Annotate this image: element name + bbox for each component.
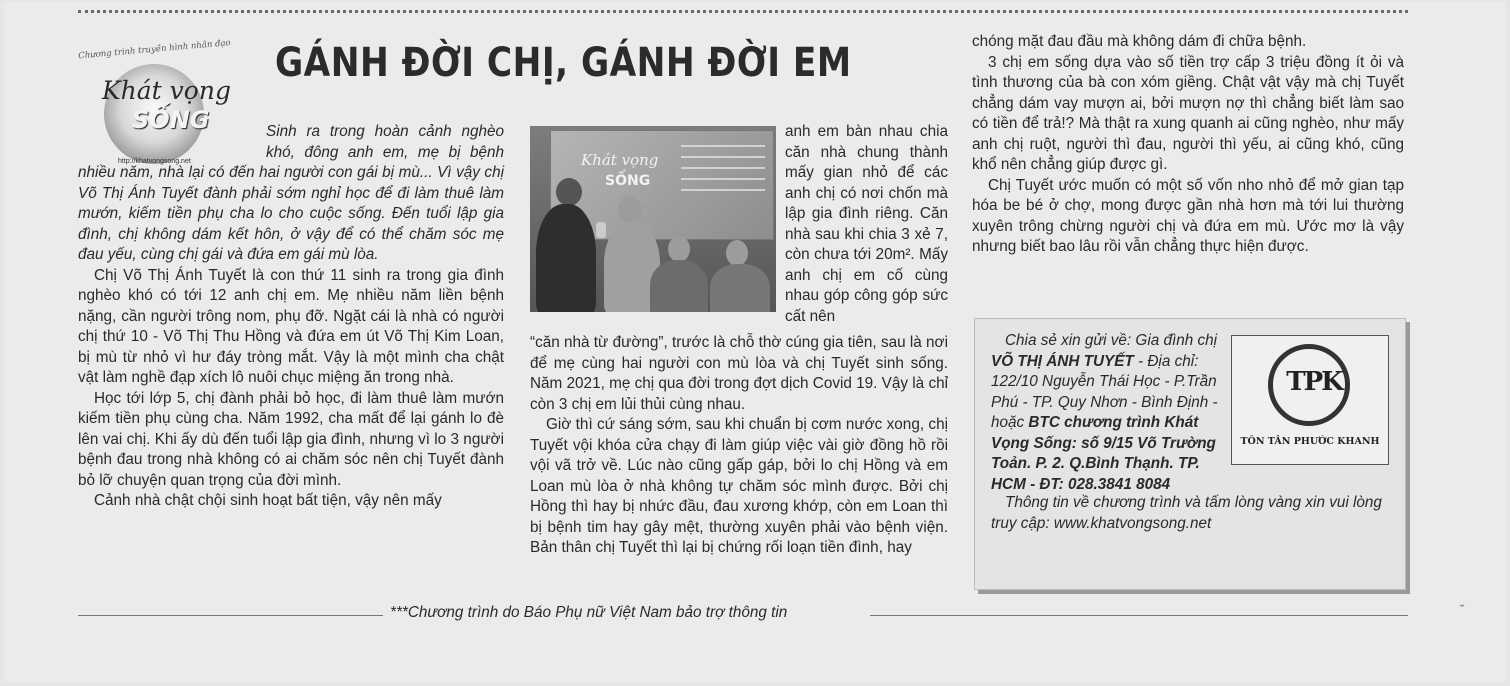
contact-details — [991, 331, 1227, 495]
person-3 — [650, 260, 708, 312]
paragraph-3-continued: anh em bàn nhau chia căn nhà chung thành mấy gian nhỏ để các anh chị có nơi chốn mà lập gia đình riêng. Căn nhà sau khi chia 3 xẻ 7, còn chưa tới 20m². Mấy anh chị em cố cùng nhau góp công góp sức cất nên — [785, 123, 948, 325]
photo-sign-word-1: Khát vọng — [581, 151, 659, 169]
article-column-2 — [530, 333, 948, 559]
sponsor-name: TÔN TÂN PHƯỚC KHANH — [1240, 436, 1380, 447]
program-info: Thông tin về chương trình và tấm lòng vàng xin vui lòng truy cập: www.khatvongsong.net — [991, 494, 1382, 532]
footer — [78, 604, 1408, 626]
paragraph-3: Cảnh nhà chật chội sinh hoạt bất tiện, vậy nên mấy — [94, 492, 442, 509]
logo-word-1: Khát vọng — [102, 76, 231, 105]
paragraph-5: 3 chị em sống dựa vào số tiền trợ cấp 3 triệu đồng ít ỏi và tình thương của bà con xóm giềng. Chật vật vậy mà chị Tuyết chẳng dám vay mượn ai, bởi mượn nợ thì chẳng biết làm sao có tiền để trả!? Mà thật ra xung quanh ai cũng nghèo, như mấy anh chị ruột, người thì đau, người thì yếu, ai cũng khó, cũng khổ nên chẳng giúp được gì. — [972, 53, 1404, 173]
logo-tagline: Chương trình truyền hình nhân đạo — [77, 38, 232, 62]
paragraph-6: Chị Tuyết ước muốn có một số vốn nho nhỏ để mở gian tạp hóa be bé ở chợ, mong được gần nhà hơn mà tới lui thường xuyên trông chừng người chị và đứa em mù. Ước mơ là vậy nhưng biết bao lâu rồi vẫn chẳng thực hiện được. — [972, 176, 1404, 255]
paragraph-1: Chị Võ Thị Ánh Tuyết là con thứ 11 sinh ra trong gia đình nghèo khó có tới 12 anh chị em. Mẹ nhiều năm liền bệnh nặng, cần người trông nom, phụ đỡ. Ngặt cái là nhà có người chị thứ 10 - Võ Thị Thu Hồng và đứa em út Võ Thị Kim Loan, bị mù từ nhỏ vì hư đáy tròng mắt. Vậy là một mình cha chật vật làm nghề đạp xích lô nuôi chục miệng ăn trong nhà. — [78, 266, 504, 386]
photo-sign-word-2: SỐNG — [605, 173, 651, 189]
footer-rule-left — [78, 615, 383, 616]
article-column-3 — [972, 32, 1404, 258]
footer-text: ***Chương trình do Báo Phụ nữ Việt Nam bảo trợ thông tin — [390, 604, 788, 621]
paragraph-4: Giờ thì cứ sáng sớm, sau khi chuẩn bị cơm nước xong, chị Tuyết vội khóa cửa chạy đi làm giúp việc vài giờ đồng hồ rồi vội vã trở về. Lúc nào cũng gấp gáp, bởi lo chị Hồng và em Loan mù lòa ở nhà không tự chăm sóc mình được. Bởi chị Hồng thì hay bị nhức đầu, đau xương khớp, còn em Loan thì bị bệnh tim hay gây mệt, thường xuyên phải vào bệnh viện. Bản thân chị Tuyết thì lại bị chứng rối loạn tiền đình, hay — [530, 416, 948, 556]
footer-rule-right — [870, 615, 1408, 616]
organization-address: BTC chương trình Khát Vọng Sống: số 9/15 Võ Trường Toản. P. 2. Q.Bình Thạnh. TP. HCM - ĐT: 028.3841 8084 — [991, 414, 1216, 493]
paragraph-4-end: chóng mặt đau đầu mà không dám đi chữa bệnh. — [972, 33, 1307, 50]
page-mark: ˇ — [1460, 602, 1465, 617]
person-4-head — [726, 240, 748, 266]
article-title: GÁNH ĐỜI CHỊ, GÁNH ĐỜI EM — [275, 40, 852, 86]
top-dotted-rule — [78, 10, 1408, 13]
recipient-name: VÕ THỊ ÁNH TUYẾT — [991, 352, 1134, 370]
article-column-2-top — [785, 122, 948, 327]
article-column-1 — [78, 122, 504, 512]
paragraph-3-end: “căn nhà từ đường”, trước là chỗ thờ cúng gia tiên, sau là nơi để mẹ cùng hai người con mù lòa và chị Tuyết sinh sống. Năm 2021, mẹ chị qua đời trong đợt dịch Covid 19. Vậy là chỉ còn 3 chị em lủi thủi cùng nhau. — [530, 334, 948, 413]
person-1 — [536, 204, 596, 312]
recipient-address: - Địa chỉ: 122/10 Nguyễn Thái Học - P.Trần Phú - TP. Quy Nhơn - Bình Định - hoặc — [991, 352, 1218, 431]
article-photo — [530, 126, 776, 312]
contact-box — [974, 318, 1406, 590]
person-3-head — [668, 236, 690, 262]
sponsor-initials: TPK — [1286, 367, 1342, 397]
contact-intro: Chia sẻ xin gửi về: Gia đình chị — [1005, 332, 1218, 349]
sponsor-ring-icon — [1268, 344, 1350, 426]
photo-sign-lines — [681, 145, 765, 200]
article-lead: Sinh ra trong hoàn cảnh nghèo khó, đông anh em, mẹ bị bệnh nhiều năm, nhà lại có đến hai người con gái bị mù... Vì vậy chị Võ Thị Ánh Tuyết đành phải sớm nghỉ học để đi làm thuê làm mướn, kiếm tiền phụ cha lo cho cuộc sống. Đến tuổi lập gia đình, chị không dám kết hôn, ở vậy để có thể chăm sóc mẹ đau yếu, cùng chị gái và đứa em gái mù lòa. — [78, 123, 504, 263]
logo-url: http://khatvongsong.net — [118, 158, 191, 165]
paragraph-2: Học tới lớp 5, chị đành phải bỏ học, đi làm thuê làm mướn kiếm tiền phụ cùng cha. Năm 1992, cha mất để lại gánh lo đè lên vai chị. Khi ấy dù đến tuổi lập gia đình, nhưng vì lo 3 người bệnh đau trong nhà không có ai chăm sóc nên chị Tuyết đành bỏ lỡ chuyện quan trọng của đời mình. — [78, 389, 504, 489]
person-1-head — [556, 178, 582, 206]
logo-word-2: SỐNG — [132, 106, 210, 134]
person-4 — [710, 264, 770, 312]
sponsor-logo — [1231, 335, 1389, 465]
microphone-icon — [596, 222, 606, 238]
person-2-head — [618, 196, 642, 224]
